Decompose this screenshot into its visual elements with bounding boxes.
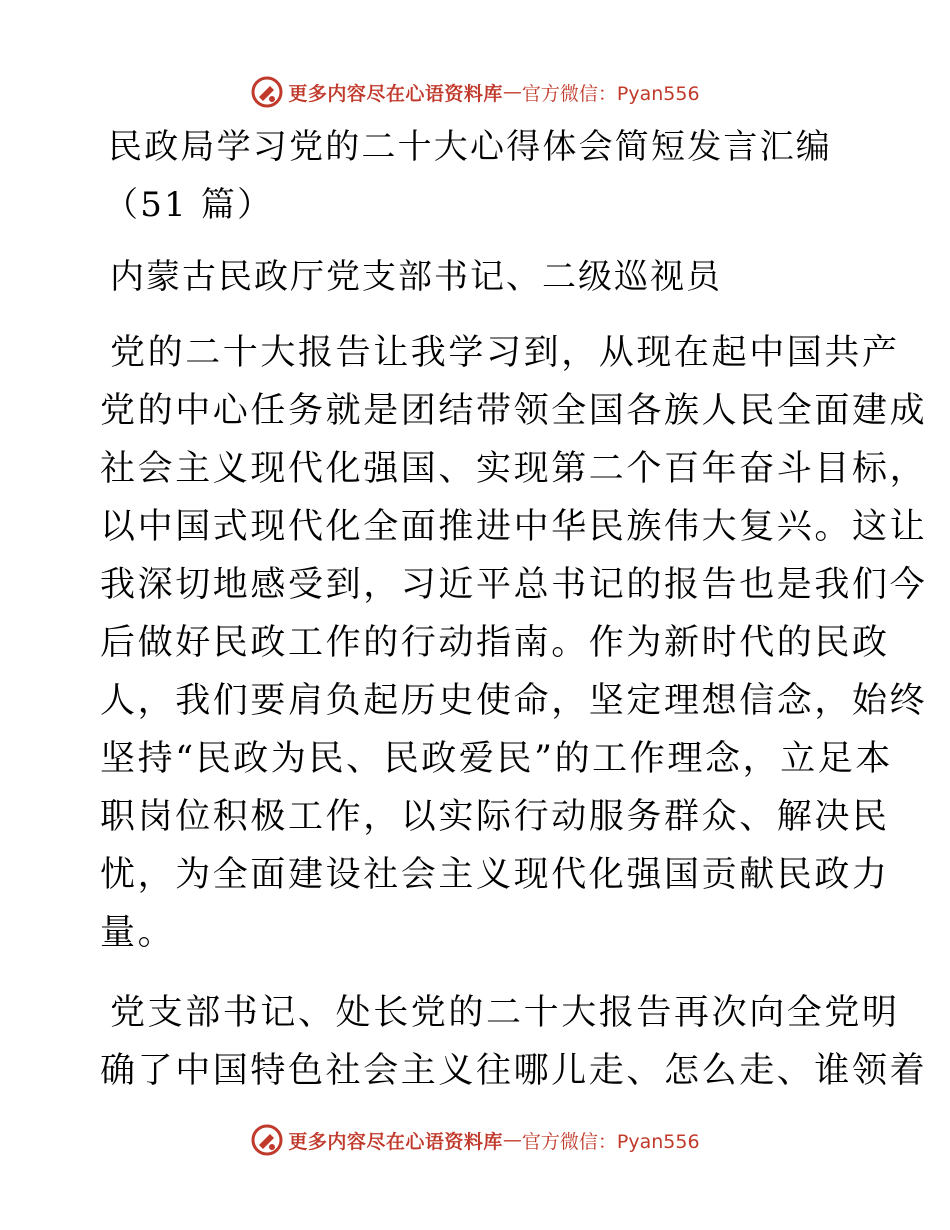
paragraph-1-line-2: 党的中心任务就是团结带领全国各族人民全面建成 [100,391,928,431]
paragraph-1-line-11: 量。 [100,913,176,953]
brand-logo-icon [250,1123,284,1157]
paragraph-2-line-1: 党支部书记、处长党的二十大报告再次向全党明 [110,993,900,1033]
paragraph-2-line-2: 确了中国特色社会主义往哪儿走、怎么走、谁领着 [100,1051,928,1091]
banner-brand-text: 更多内容尽在心语资料库 [288,82,503,105]
paragraph-1-line-9: 职岗位积极工作，以实际行动服务群众、解决民 [100,797,890,837]
banner-separator: — [502,1129,522,1151]
banner-wechat-text: 官方微信：Pyan556 [521,1130,700,1153]
paragraph-1-line-1: 党的二十大报告让我学习到，从现在起中国共产 [110,333,900,373]
document-title-line-2: （51 篇） [104,185,274,225]
footer-banner [0,1120,950,1160]
paragraph-1-line-7: 人，我们要肩负起历史使命，坚定理想信念，始终 [100,681,928,721]
document-title-line-1: 民政局学习党的二十大心得体会简短发言汇编 [108,127,832,167]
paragraph-1-line-4: 以中国式现代化全面推进中华民族伟大复兴。这让 [100,507,928,547]
header-banner [0,72,950,112]
paragraph-1-line-6: 后做好民政工作的行动指南。作为新时代的民政 [100,623,890,663]
banner-brand-text: 更多内容尽在心语资料库 [288,1130,503,1153]
banner-separator: — [502,81,522,103]
banner-wechat-text: 官方微信：Pyan556 [521,82,700,105]
brand-logo-icon [250,75,284,109]
paragraph-1-line-3: 社会主义现代化强国、实现第二个百年奋斗目标， [100,449,928,489]
paragraph-1-line-10: 忧，为全面建设社会主义现代化强国贡献民政力 [100,855,890,895]
author-line: 内蒙古民政厅党支部书记、二级巡视员 [110,257,722,297]
paragraph-1-line-5: 我深切地感受到，习近平总书记的报告也是我们今 [100,565,928,605]
paragraph-1-line-8: 坚持“民政为民、民政爱民”的工作理念，立足本 [100,739,893,779]
